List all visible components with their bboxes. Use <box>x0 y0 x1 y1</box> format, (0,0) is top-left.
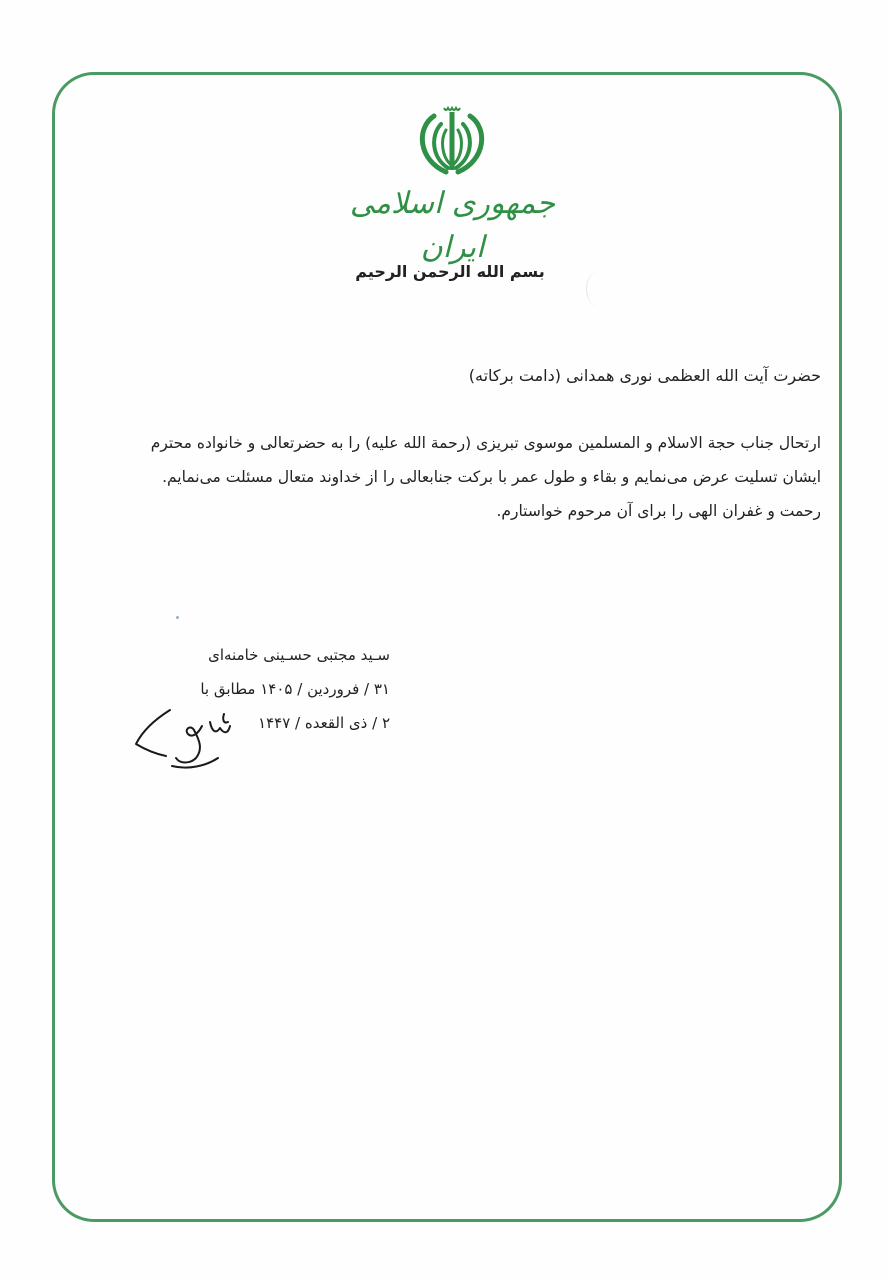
body-line: رحمت و غفران الهی را برای آن مرحوم خواستارم. <box>496 502 821 520</box>
signer-name: سـید مجتبی حسـینی خامنه‌ای <box>208 646 390 664</box>
bismillah-heading: بسم الله الرحمن الرحیم <box>355 262 545 281</box>
faint-mark <box>586 272 609 306</box>
handwritten-signature-icon <box>132 704 262 774</box>
iran-emblem-icon <box>412 98 492 178</box>
letter-body <box>91 426 821 528</box>
addressee-line: حضرت آیت الله العظمی نوری همدانی (دامت برکاته) <box>468 366 821 385</box>
ink-dot <box>176 616 179 619</box>
body-line: ایشان تسلیت عرض می‌نمایم و بقاء و طول عمر با برکت جنابعالی را از خداوند متعال مسئلت می‌نمایم. <box>162 468 821 486</box>
body-line: ارتحال جناب حجة الاسلام و المسلمین موسوی تبریزی (رحمة الله علیه) را به حضرتعالی و خانواده محترم <box>150 434 821 452</box>
date-lunar: ۲ / ذی القعده / ۱۴۴۷ <box>258 714 390 732</box>
date-solar: ۳۱ / فروردین / ۱۴۰۵ مطابق با <box>200 680 390 698</box>
country-name: جمهوری اسلامی ایران <box>349 186 556 265</box>
